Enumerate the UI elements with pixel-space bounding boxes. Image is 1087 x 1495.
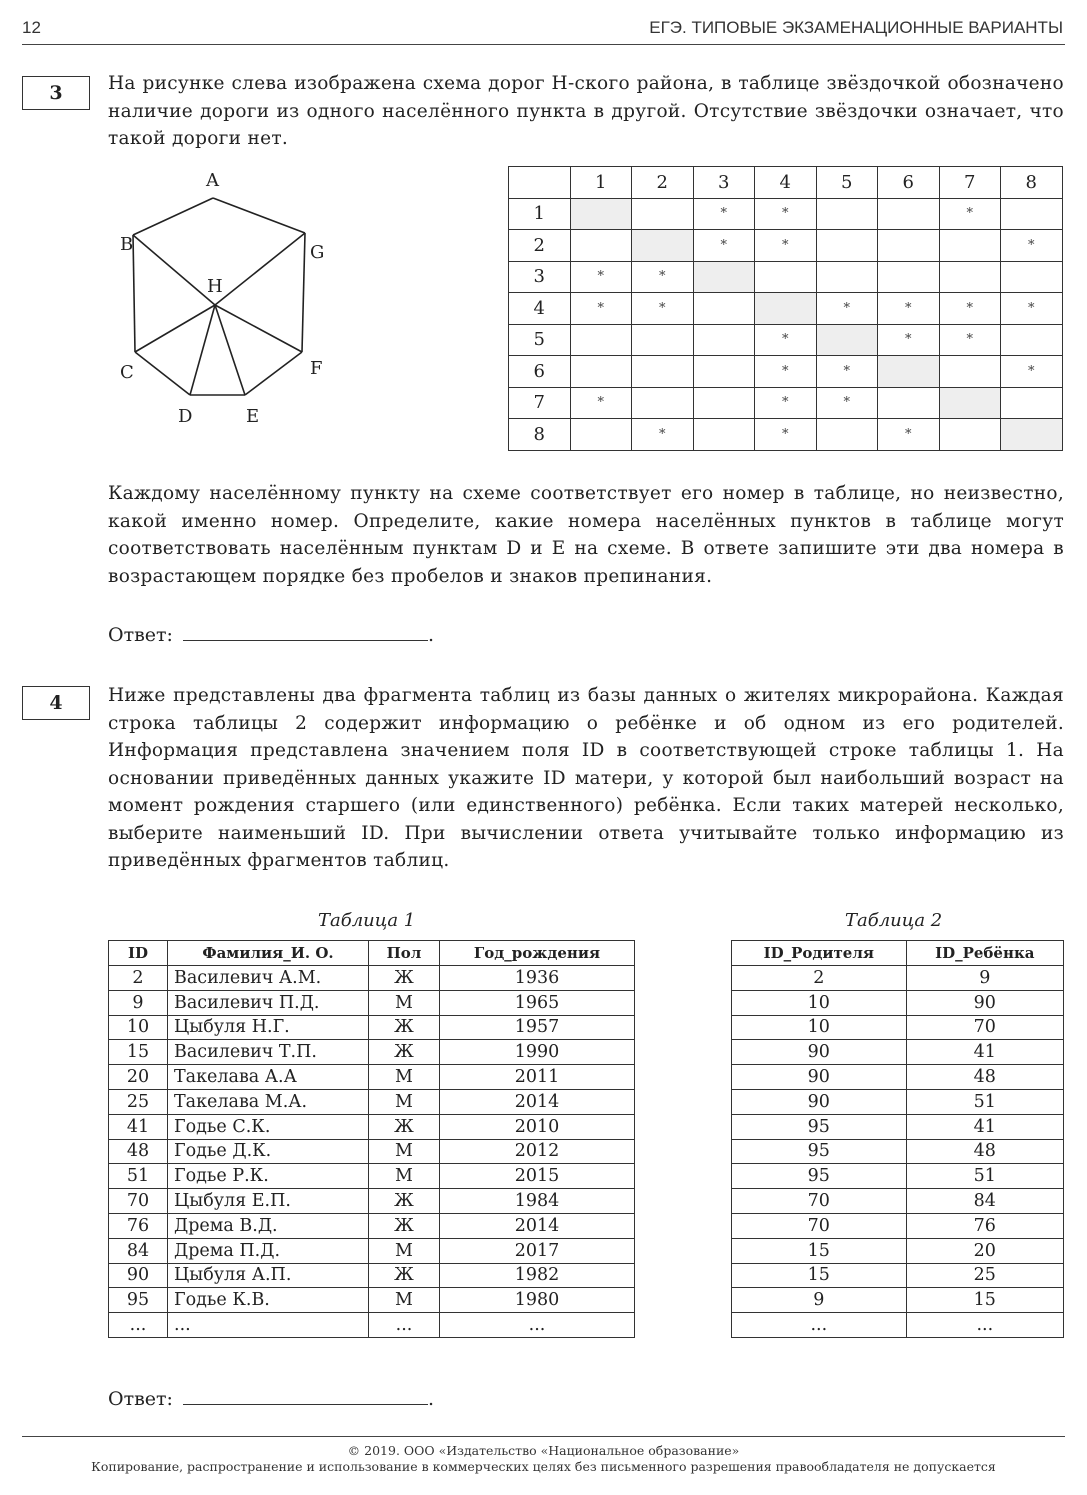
matrix-cell	[816, 230, 878, 262]
table-cell: 51	[109, 1164, 168, 1189]
matrix-cell: *	[1001, 230, 1063, 262]
table-cell: 51	[906, 1164, 1063, 1189]
road-G-H	[215, 233, 305, 305]
column-header: ID_Ребёнка	[906, 941, 1063, 966]
table-cell: 10	[732, 990, 907, 1015]
matrix-cell: *	[878, 419, 940, 451]
footer-copyright: © 2019. ООО «Издательство «Национальное образование»	[347, 1443, 740, 1458]
column-header: 2	[632, 167, 694, 199]
row-header: 2	[509, 230, 571, 262]
table-cell: Ж	[369, 1015, 440, 1040]
table-row	[109, 1015, 635, 1040]
table-cell: ...	[732, 1313, 907, 1338]
corner-cell	[509, 167, 571, 199]
column-header: 7	[939, 167, 1001, 199]
table-row	[732, 1164, 1064, 1189]
table-cell: 70	[732, 1213, 907, 1238]
table-row	[732, 1263, 1064, 1288]
matrix-cell	[939, 230, 1001, 262]
matrix-cell: *	[693, 198, 755, 230]
node-label-F: F	[310, 358, 323, 379]
matrix-cell	[632, 356, 694, 388]
road-graph	[100, 160, 360, 430]
table-cell: 48	[906, 1065, 1063, 1090]
matrix-cell	[1001, 387, 1063, 419]
table-cell: 48	[109, 1139, 168, 1164]
matrix-cell	[939, 387, 1001, 419]
matrix-row	[509, 293, 1063, 325]
answer-label: Ответ:	[108, 1388, 173, 1410]
table-cell: Ж	[369, 1263, 440, 1288]
matrix-cell	[816, 324, 878, 356]
table-cell: Дрема П.Д.	[168, 1238, 369, 1263]
matrix-cell: *	[755, 324, 817, 356]
table-cell: 9	[109, 990, 168, 1015]
answer-label: Ответ:	[108, 624, 173, 646]
table-cell: Такелава А.А	[168, 1065, 369, 1090]
column-header: ID	[109, 941, 168, 966]
table-row	[732, 1213, 1064, 1238]
matrix-cell: *	[632, 261, 694, 293]
row-header: 8	[509, 419, 571, 451]
matrix-row	[509, 356, 1063, 388]
table-cell: 2012	[440, 1139, 635, 1164]
matrix-cell	[878, 198, 940, 230]
row-header: 3	[509, 261, 571, 293]
matrix-row	[509, 324, 1063, 356]
matrix-cell	[693, 293, 755, 325]
node-label-A: A	[206, 170, 219, 191]
header-divider	[22, 44, 1065, 45]
table-row	[109, 1114, 635, 1139]
task3-answer: Ответ: .	[108, 624, 434, 646]
table-cell: 1984	[440, 1189, 635, 1214]
table-cell: 70	[109, 1189, 168, 1214]
table-cell: 70	[906, 1015, 1063, 1040]
node-label-C: C	[120, 362, 134, 383]
table-row	[109, 966, 635, 991]
table-cell: М	[369, 1065, 440, 1090]
column-header: 5	[816, 167, 878, 199]
table-cell: 1957	[440, 1015, 635, 1040]
matrix-cell: *	[570, 387, 632, 419]
table-cell: 41	[906, 1040, 1063, 1065]
road-B-H	[133, 235, 215, 305]
matrix-cell	[878, 387, 940, 419]
table-row	[732, 1089, 1064, 1114]
table-cell: 9	[732, 1288, 907, 1313]
matrix-cell	[755, 261, 817, 293]
table-cell: М	[369, 1089, 440, 1114]
matrix-cell	[632, 324, 694, 356]
row-header: 6	[509, 356, 571, 388]
table-cell: Цыбуля А.П.	[168, 1263, 369, 1288]
table-row	[109, 1089, 635, 1114]
table-row	[109, 1288, 635, 1313]
matrix-cell: *	[693, 230, 755, 262]
adjacency-table	[508, 166, 1063, 451]
table-cell: 84	[109, 1238, 168, 1263]
table-cell: Ж	[369, 1213, 440, 1238]
table-cell: Ж	[369, 966, 440, 991]
table-cell: Дрема В.Д.	[168, 1213, 369, 1238]
matrix-cell: *	[570, 293, 632, 325]
table-cell: М	[369, 1164, 440, 1189]
table-cell: 90	[732, 1065, 907, 1090]
table-row	[109, 1213, 635, 1238]
matrix-cell	[1001, 419, 1063, 451]
matrix-cell	[632, 198, 694, 230]
node-label-B: B	[120, 234, 134, 255]
column-header: 6	[878, 167, 940, 199]
table-cell: Ж	[369, 1114, 440, 1139]
matrix-cell	[939, 261, 1001, 293]
road-A-G	[213, 198, 305, 233]
table-cell: 10	[109, 1015, 168, 1040]
table-cell: 90	[906, 990, 1063, 1015]
road-A-B	[133, 198, 213, 235]
table-cell: 2014	[440, 1213, 635, 1238]
matrix-cell: *	[632, 419, 694, 451]
footer-divider	[22, 1436, 1065, 1437]
table-cell: 20	[109, 1065, 168, 1090]
table-row	[732, 990, 1064, 1015]
road-E-F	[245, 352, 302, 395]
table-row	[109, 1139, 635, 1164]
road-D-H	[190, 305, 215, 395]
task-number-3: 3	[22, 76, 90, 110]
table-cell: Годье К.В.	[168, 1288, 369, 1313]
table-row	[109, 1040, 635, 1065]
matrix-cell	[1001, 324, 1063, 356]
header-title: ЕГЭ. ТИПОВЫЕ ЭКЗАМЕНАЦИОННЫЕ ВАРИАНТЫ	[649, 18, 1063, 37]
table-row	[732, 966, 1064, 991]
table-cell: 90	[109, 1263, 168, 1288]
task-number-4: 4	[22, 686, 90, 720]
table-cell: 95	[732, 1164, 907, 1189]
matrix-row	[509, 261, 1063, 293]
matrix-cell	[816, 198, 878, 230]
table-cell: 51	[906, 1089, 1063, 1114]
table-row	[109, 1164, 635, 1189]
table-row	[732, 1238, 1064, 1263]
table-cell: ...	[168, 1313, 369, 1338]
matrix-cell: *	[755, 230, 817, 262]
matrix-cell	[570, 198, 632, 230]
table-cell: 15	[906, 1288, 1063, 1313]
table-cell: 95	[109, 1288, 168, 1313]
answer-field[interactable]	[183, 1386, 428, 1405]
column-header: 8	[1001, 167, 1063, 199]
table-cell: 2	[732, 966, 907, 991]
table-cell: 15	[732, 1263, 907, 1288]
table-row	[109, 990, 635, 1015]
table-cell: Цыбуля Е.П.	[168, 1189, 369, 1214]
table-cell: 41	[906, 1114, 1063, 1139]
table-cell: 41	[109, 1114, 168, 1139]
matrix-row	[509, 230, 1063, 262]
matrix-cell: *	[755, 419, 817, 451]
matrix-cell	[939, 419, 1001, 451]
table-row	[109, 1238, 635, 1263]
header-row	[509, 167, 1063, 199]
footer-notice: Копирование, распространение и использование в коммерческих целях без письменного разрешения правообладателя не допускается	[91, 1459, 996, 1474]
task4-answer: Ответ: .	[108, 1388, 434, 1410]
table-cell: Ж	[369, 1189, 440, 1214]
table-cell: 1980	[440, 1288, 635, 1313]
matrix-cell	[816, 261, 878, 293]
road-C-D	[135, 352, 190, 395]
road-B-C	[133, 235, 135, 352]
road-G-F	[302, 233, 305, 352]
header-row	[109, 941, 635, 966]
table-cell: 2014	[440, 1089, 635, 1114]
table2-caption: Таблица 2	[845, 910, 943, 931]
matrix-row	[509, 198, 1063, 230]
table-cell: Ж	[369, 1040, 440, 1065]
table-row	[732, 1065, 1064, 1090]
matrix-cell: *	[570, 261, 632, 293]
table-cell: ...	[369, 1313, 440, 1338]
table-cell: 1965	[440, 990, 635, 1015]
table-cell: 15	[109, 1040, 168, 1065]
column-header: 1	[570, 167, 632, 199]
table-cell: М	[369, 1139, 440, 1164]
matrix-cell	[570, 356, 632, 388]
matrix-cell	[878, 261, 940, 293]
matrix-cell	[878, 230, 940, 262]
road-C-H	[135, 305, 215, 352]
matrix-cell	[1001, 198, 1063, 230]
table-cell: 90	[732, 1089, 907, 1114]
table-cell: 15	[732, 1238, 907, 1263]
matrix-cell	[693, 261, 755, 293]
table-row	[732, 1139, 1064, 1164]
matrix-cell	[878, 356, 940, 388]
matrix-cell	[755, 293, 817, 325]
matrix-cell: *	[755, 387, 817, 419]
matrix-cell	[570, 230, 632, 262]
table-cell: М	[369, 990, 440, 1015]
table2	[731, 940, 1064, 1338]
table-cell: 9	[906, 966, 1063, 991]
row-header: 5	[509, 324, 571, 356]
matrix-cell	[632, 230, 694, 262]
table-cell: 70	[732, 1189, 907, 1214]
table-cell: 1936	[440, 966, 635, 991]
matrix-cell	[570, 324, 632, 356]
table-cell: Василевич А.М.	[168, 966, 369, 991]
table-row	[109, 1065, 635, 1090]
table-cell: ...	[109, 1313, 168, 1338]
row-header: 7	[509, 387, 571, 419]
table-cell: 10	[732, 1015, 907, 1040]
matrix-cell	[693, 324, 755, 356]
matrix-cell	[632, 387, 694, 419]
matrix-cell	[693, 387, 755, 419]
matrix-cell: *	[878, 324, 940, 356]
table-cell: 95	[732, 1114, 907, 1139]
matrix-cell	[816, 419, 878, 451]
matrix-cell: *	[816, 356, 878, 388]
table-cell: 84	[906, 1189, 1063, 1214]
table-row	[732, 1189, 1064, 1214]
row-header: 4	[509, 293, 571, 325]
matrix-cell: *	[878, 293, 940, 325]
table-cell: Годье С.К.	[168, 1114, 369, 1139]
table1-caption: Таблица 1	[318, 910, 416, 931]
table-cell: 76	[109, 1213, 168, 1238]
node-label-E: E	[246, 406, 260, 427]
matrix-row	[509, 419, 1063, 451]
table-row	[109, 1189, 635, 1214]
task4-text: Ниже представлены два фрагмента таблиц из базы данных о жителях микрорайона. Каждая строка таблицы 2 содержит информацию о ребёнке и об одном из его родителей. Информация представлена значением поля ID в соответствующей строке таблицы 1. На основании приведённых данных укажите ID матери, у которой был наибольший возраст на момент рождения старшего (или единственного) ребёнка. Если таких матерей несколько, выберите наименьший ID. При вычислении ответа учитывайте только информацию из приведённых фрагментов таблиц.	[108, 685, 1064, 871]
column-header: Пол	[369, 941, 440, 966]
column-header: Фамилия_И. О.	[168, 941, 369, 966]
table-cell: 2010	[440, 1114, 635, 1139]
matrix-cell: *	[816, 387, 878, 419]
matrix-cell: *	[1001, 293, 1063, 325]
matrix-cell: *	[939, 324, 1001, 356]
table-cell: Такелава М.А.	[168, 1089, 369, 1114]
table-cell: Цыбуля Н.Г.	[168, 1015, 369, 1040]
column-header: ID_Родителя	[732, 941, 907, 966]
table-cell: 76	[906, 1213, 1063, 1238]
table-row	[732, 1040, 1064, 1065]
matrix-cell: *	[755, 356, 817, 388]
table-cell: 48	[906, 1139, 1063, 1164]
table-cell: Годье Д.К.	[168, 1139, 369, 1164]
matrix-cell	[939, 356, 1001, 388]
matrix-cell	[1001, 261, 1063, 293]
answer-field[interactable]	[183, 622, 428, 641]
table-cell: 2017	[440, 1238, 635, 1263]
table-row	[732, 1313, 1064, 1338]
table-cell: 2	[109, 966, 168, 991]
table-cell: 90	[732, 1040, 907, 1065]
table-row	[109, 1263, 635, 1288]
table-cell: 95	[732, 1139, 907, 1164]
table-cell: 20	[906, 1238, 1063, 1263]
matrix-cell	[693, 419, 755, 451]
matrix-cell: *	[1001, 356, 1063, 388]
table-row	[732, 1015, 1064, 1040]
table-cell: Василевич П.Д.	[168, 990, 369, 1015]
matrix-cell	[693, 356, 755, 388]
table-cell: 25	[906, 1263, 1063, 1288]
task3-question: Каждому населённому пункту на схеме соответствует его номер в таблице, но неизвестно, какой именно номер. Определите, какие номера населённых пунктов в таблице могут соответствовать населённым пунктам D и E на схеме. В ответе запишите эти два номера в возрастающем порядке без пробелов и знаков препинания.	[108, 483, 1064, 587]
table-cell: М	[369, 1238, 440, 1263]
table-row	[732, 1114, 1064, 1139]
table-cell: ...	[906, 1313, 1063, 1338]
header-row	[732, 941, 1064, 966]
matrix-cell: *	[632, 293, 694, 325]
table-cell: М	[369, 1288, 440, 1313]
matrix-cell	[570, 419, 632, 451]
table-cell: Василевич Т.П.	[168, 1040, 369, 1065]
matrix-cell: *	[755, 198, 817, 230]
table-cell: 1982	[440, 1263, 635, 1288]
node-label-H: H	[207, 276, 223, 297]
table-cell: 25	[109, 1089, 168, 1114]
row-header: 1	[509, 198, 571, 230]
task3-intro: На рисунке слева изображена схема дорог Н-ского района, в таблице звёздочкой обозначено наличие дороги из одного населённого пункта в другой. Отсутствие звёздочки означает, что такой дороги нет.	[108, 73, 1064, 149]
node-label-D: D	[178, 406, 193, 427]
table-cell: ...	[440, 1313, 635, 1338]
matrix-cell: *	[816, 293, 878, 325]
matrix-cell: *	[939, 293, 1001, 325]
table1	[108, 940, 635, 1338]
matrix-cell: *	[939, 198, 1001, 230]
table-cell: Годье Р.К.	[168, 1164, 369, 1189]
table-row	[109, 1313, 635, 1338]
column-header: Год_рождения	[440, 941, 635, 966]
table-cell: 2015	[440, 1164, 635, 1189]
table-row	[732, 1288, 1064, 1313]
page-number: 12	[22, 18, 41, 37]
node-label-G: G	[310, 242, 325, 263]
table-cell: 1990	[440, 1040, 635, 1065]
matrix-row	[509, 387, 1063, 419]
column-header: 4	[755, 167, 817, 199]
table-cell: 2011	[440, 1065, 635, 1090]
column-header: 3	[693, 167, 755, 199]
